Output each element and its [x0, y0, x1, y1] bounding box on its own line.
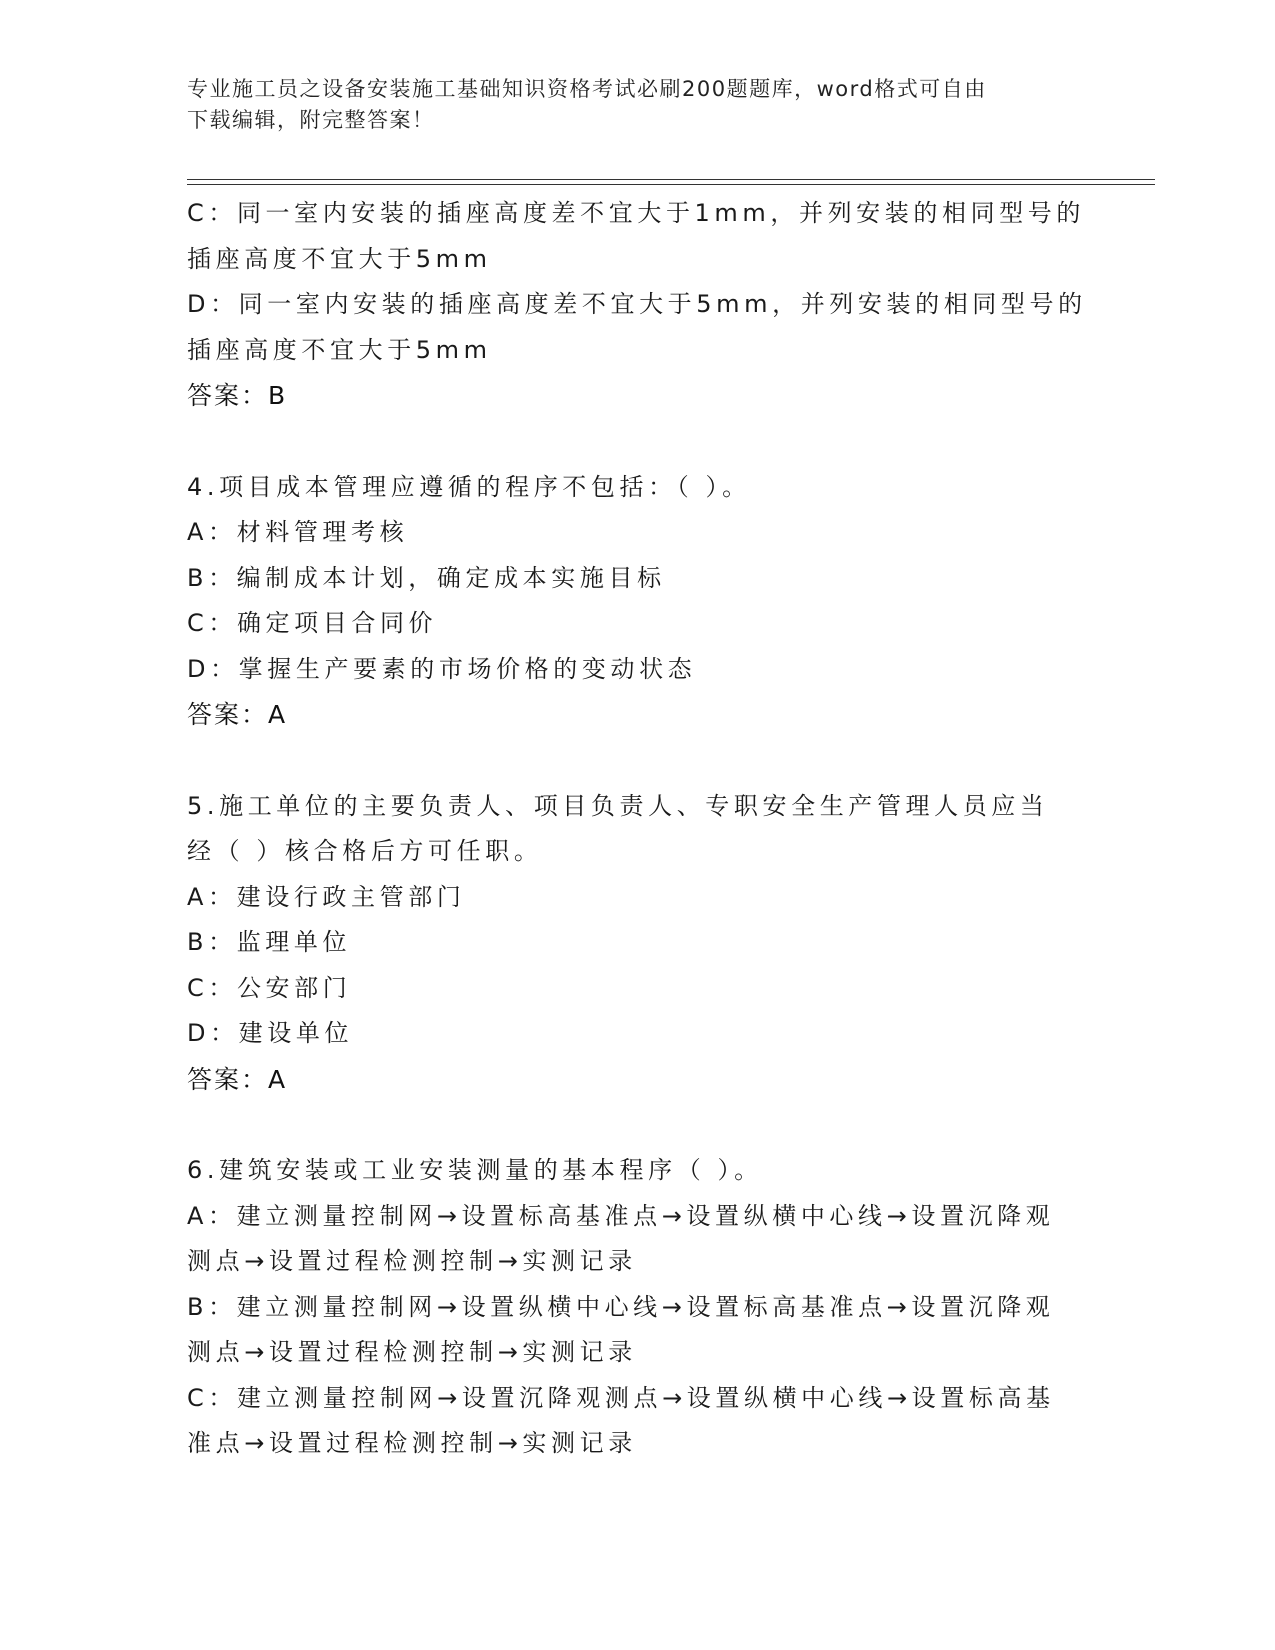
question-6 — [187, 1148, 1087, 1467]
answer-3: 答案：B — [187, 381, 288, 410]
question-5 — [187, 784, 1087, 1103]
option-c-line-2: 插座高度不宜大于5mm — [187, 244, 492, 273]
answer-4: 答案：A — [187, 700, 288, 729]
header-title-line-2: 下载编辑，附完整答案！ — [187, 108, 435, 132]
header-title-line-1: 专业施工员之设备安装施工基础知识资格考试必刷200题题库，word格式可自由 — [187, 77, 987, 101]
option-c-line-1: C：建立测量控制网→设置沉降观测点→设置纵横中心线→设置标高基 — [187, 1383, 1055, 1412]
option-b-line-2: 测点→设置过程检测控制→实测记录 — [187, 1338, 637, 1366]
option-c-line-1: C：同一室内安装的插座高度差不宜大于1mm，并列安装的相同型号的 — [187, 199, 1085, 227]
option-d: D：建设单位 — [187, 1019, 354, 1047]
header-rule-bottom — [187, 184, 1155, 185]
option-c: C：公安部门 — [187, 973, 352, 1002]
option-a-line-2: 测点→设置过程检测控制→实测记录 — [187, 1247, 637, 1275]
option-b: B：监理单位 — [187, 928, 352, 956]
question-6-text: 6.建筑安装或工业安装测量的基本程序（ ）。 — [187, 1156, 763, 1184]
spacer — [187, 1102, 1087, 1148]
option-b: B：编制成本计划，确定成本实施目标 — [187, 563, 666, 592]
answer-5: 答案：A — [187, 1064, 288, 1094]
option-c-line-2: 准点→设置过程检测控制→实测记录 — [187, 1429, 637, 1457]
option-a: A：建设行政主管部门 — [187, 882, 466, 911]
question-5-text-line-1: 5.施工单位的主要负责人、项目负责人、专职安全生产管理人员应当 — [187, 791, 1049, 820]
option-b-line-1: B：建立测量控制网→设置纵横中心线→设置标高基准点→设置沉降观 — [187, 1292, 1055, 1321]
option-d-line-1: D：同一室内安装的插座高度差不宜大于5mm，并列安装的相同型号的 — [187, 290, 1087, 318]
header-rule-top — [187, 179, 1155, 180]
option-d: D：掌握生产要素的市场价格的变动状态 — [187, 654, 697, 683]
document-body — [187, 191, 1087, 1467]
question-4-text: 4.项目成本管理应遵循的程序不包括：（ ）。 — [187, 472, 751, 501]
option-c: C：确定项目合同价 — [187, 609, 438, 637]
option-a-line-1: A：建立测量控制网→设置标高基准点→设置纵横中心线→设置沉降观 — [187, 1201, 1055, 1230]
document-header — [187, 74, 1077, 136]
spacer — [187, 419, 1087, 465]
question-5-text-line-2: 经（ ）核合格后方可任职。 — [187, 837, 543, 865]
option-d-line-2: 插座高度不宜大于5mm — [187, 335, 492, 364]
spacer — [187, 738, 1087, 784]
question-4 — [187, 465, 1087, 738]
option-a: A：材料管理考核 — [187, 518, 409, 546]
question-3-continued — [187, 191, 1087, 419]
